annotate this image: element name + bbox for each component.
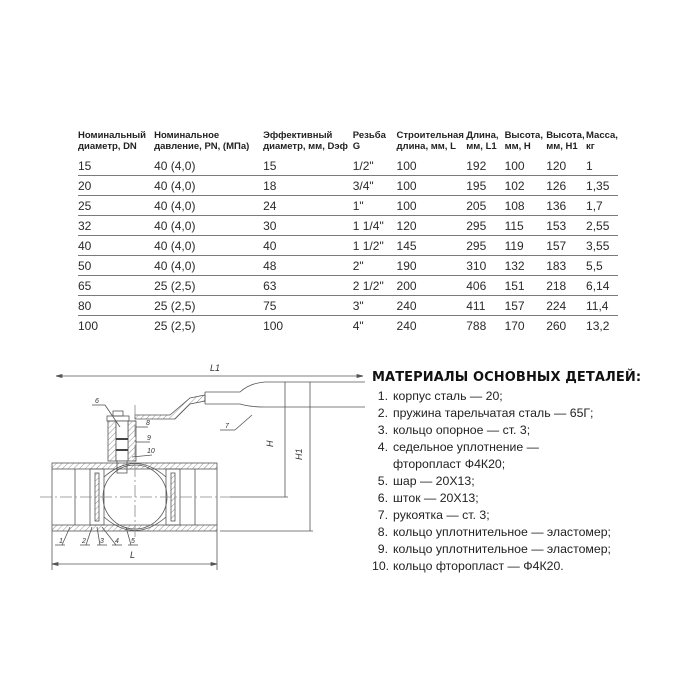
callout-7: 7 — [225, 423, 229, 430]
table-row — [78, 316, 618, 336]
materials-section — [372, 370, 692, 575]
table-cell: 40 (4,0) — [154, 256, 263, 276]
label-l: L — [130, 550, 136, 560]
material-text: кольцо уплотнительное — эластомер; — [393, 525, 611, 539]
materials-list — [372, 388, 692, 575]
column-header-line: Высота, — [504, 130, 543, 141]
callout-3: 3 — [100, 538, 104, 545]
table-cell: 6,14 — [586, 276, 618, 296]
table-cell: 157 — [546, 236, 586, 256]
column-header-line: Высота, — [546, 130, 585, 141]
table-cell: 25 (2,5) — [154, 296, 263, 316]
label-h1: H1 — [294, 448, 304, 460]
material-item — [372, 405, 692, 422]
material-text: кольцо фторопласт — Ф4К20. — [393, 559, 564, 573]
dimension-h — [230, 382, 288, 497]
callout-5: 5 — [131, 538, 135, 545]
column-header-line: Масса, — [586, 130, 618, 141]
material-number: 7. — [377, 508, 388, 522]
table-row — [78, 296, 618, 316]
ball-valve-drawing — [40, 355, 370, 570]
table-cell: 151 — [505, 276, 547, 296]
table-header-row — [78, 130, 618, 156]
table-row — [78, 176, 618, 196]
table-cell: 119 — [505, 236, 547, 256]
table-cell: 183 — [546, 256, 586, 276]
callout-9: 9 — [147, 435, 151, 442]
material-item-continuation: фторопласт Ф4К20; — [393, 457, 506, 471]
table-cell: 100 — [505, 156, 547, 176]
table-cell: 30 — [263, 216, 353, 236]
table-cell: 15 — [263, 156, 353, 176]
table-cell: 120 — [546, 156, 586, 176]
callout-2: 2 — [82, 538, 86, 545]
table-cell: 100 — [397, 156, 467, 176]
column-header-line: давление, PN, (МПа) — [154, 141, 250, 152]
column-header-line: мм, H — [504, 141, 531, 152]
table-cell: 25 — [78, 196, 154, 216]
table-cell: 260 — [546, 319, 567, 333]
table-cell: 190 — [397, 256, 467, 276]
handle — [135, 382, 365, 419]
table-cell: 100 — [397, 196, 467, 216]
material-number: 9. — [377, 542, 388, 556]
table-cell: 170 — [504, 319, 525, 333]
table-cell: 3" — [353, 296, 397, 316]
column-header-line: Строительная — [396, 130, 464, 141]
table-cell: 1,7 — [586, 196, 618, 216]
table-cell: 13,2 — [586, 319, 610, 333]
table-cell: 3,55 — [586, 236, 618, 256]
column-header-line: кг — [586, 141, 595, 152]
table-cell: 40 (4,0) — [154, 176, 263, 196]
table-cell: 32 — [78, 216, 154, 236]
table-cell: 80 — [78, 296, 154, 316]
table-cell: 40 (4,0) — [154, 236, 263, 256]
material-text: пружина тарельчатая сталь — 65Г; — [393, 406, 594, 420]
valve-body — [40, 405, 230, 540]
material-item — [372, 541, 692, 558]
material-number: 1. — [377, 389, 388, 403]
table-cell: 102 — [505, 176, 547, 196]
material-item — [372, 507, 692, 524]
table-cell: 200 — [397, 276, 467, 296]
table-cell: 136 — [546, 196, 586, 216]
table-cell: 40 — [78, 236, 154, 256]
table-cell: 100 — [78, 319, 99, 333]
material-item — [372, 388, 692, 405]
table-body — [78, 156, 618, 335]
material-text: шток — 20Х13; — [393, 491, 479, 505]
material-text: седельное уплотнение — — [393, 440, 539, 454]
column-header — [78, 130, 154, 156]
column-header-line: мм, H1 — [546, 141, 578, 152]
column-header-line: Номинальное — [154, 130, 220, 141]
table-cell: 63 — [263, 276, 353, 296]
table-cell: 126 — [546, 176, 586, 196]
table-cell: 310 — [466, 256, 504, 276]
materials-title: МАТЕРИАЛЫ ОСНОВНЫХ ДЕТАЛЕЙ: — [372, 370, 642, 385]
column-header-line: Эффективный — [263, 130, 333, 141]
table-cell: 205 — [466, 196, 504, 216]
callout-1: 1 — [59, 538, 63, 545]
table-cell: 1 1/4" — [353, 216, 397, 236]
table-row — [78, 216, 618, 236]
material-number: 10. — [372, 559, 390, 573]
material-item — [372, 490, 692, 507]
table-cell: 1 1/2" — [353, 236, 397, 256]
table-cell: 145 — [397, 236, 467, 256]
material-item — [372, 558, 692, 575]
column-header — [466, 130, 504, 156]
table-row — [78, 156, 618, 176]
material-number: 6. — [377, 491, 388, 505]
table-cell: 295 — [466, 216, 504, 236]
table-cell: 240 — [396, 319, 417, 333]
table-cell: 295 — [466, 236, 504, 256]
table-cell: 65 — [78, 276, 154, 296]
label-h: H — [265, 440, 275, 447]
callout-8: 8 — [146, 420, 150, 427]
table-cell: 5,5 — [586, 256, 618, 276]
column-header — [154, 130, 263, 156]
column-header — [353, 130, 397, 156]
material-item — [372, 422, 692, 439]
column-header — [505, 130, 547, 156]
column-header — [586, 130, 618, 156]
material-number: 5. — [377, 474, 388, 488]
column-header-line: мм, L1 — [466, 141, 497, 152]
material-text: корпус сталь — 20; — [393, 389, 503, 403]
table-cell: 40 (4,0) — [154, 156, 263, 176]
material-text: кольцо опорное — ст. 3; — [393, 423, 531, 437]
column-header-line: G — [352, 141, 361, 152]
material-item — [372, 524, 692, 541]
table-cell: 3/4" — [353, 176, 397, 196]
table-cell: 1/2" — [353, 156, 397, 176]
table-row — [78, 196, 618, 216]
table-cell: 11,4 — [586, 296, 618, 316]
dimension-l — [52, 531, 217, 570]
table-cell: 25 (2,5) — [154, 276, 263, 296]
table-cell: 195 — [466, 176, 504, 196]
column-header — [397, 130, 467, 156]
table-cell: 2" — [353, 256, 397, 276]
table-cell: 40 (4,0) — [154, 196, 263, 216]
table-cell: 1 — [586, 156, 618, 176]
column-header-line: длина, мм, L — [396, 141, 456, 152]
table-row — [78, 236, 618, 256]
table-cell: 24 — [263, 196, 353, 216]
table-cell: 20 — [78, 176, 154, 196]
table-cell: 406 — [466, 276, 504, 296]
material-text: кольцо уплотнительное — эластомер; — [393, 542, 611, 556]
table-cell: 40 — [263, 236, 353, 256]
table-cell: 50 — [78, 256, 154, 276]
table-cell: 157 — [505, 296, 547, 316]
table-row — [78, 256, 618, 276]
column-header-line: Длина, — [466, 130, 499, 141]
table-cell: 48 — [263, 256, 353, 276]
column-header-line: Резьба — [352, 130, 386, 141]
table-cell: 240 — [397, 296, 467, 316]
table-cell: 120 — [397, 216, 467, 236]
callout-10: 10 — [147, 448, 155, 455]
table-cell: 15 — [78, 156, 154, 176]
specifications-table — [78, 130, 618, 335]
column-header-line: диаметр, DN — [78, 141, 137, 152]
column-header-line: диаметр, мм, Dэф — [263, 141, 348, 152]
column-header — [263, 130, 353, 156]
table-cell: 788 — [466, 319, 487, 333]
table-cell: 4" — [352, 319, 364, 333]
material-number: 8. — [377, 525, 388, 539]
material-number: 4. — [377, 440, 388, 454]
table-cell: 192 — [466, 156, 504, 176]
label-l1: L1 — [210, 363, 221, 373]
callout-6: 6 — [95, 398, 99, 405]
material-item — [372, 473, 692, 490]
table-cell: 100 — [263, 319, 284, 333]
table-cell: 2 1/2" — [353, 276, 397, 296]
table-cell: 108 — [505, 196, 547, 216]
material-number: 2. — [377, 406, 388, 420]
table-cell: 18 — [263, 176, 353, 196]
material-number: 3. — [377, 423, 388, 437]
table-row — [78, 276, 618, 296]
callout-4: 4 — [115, 538, 119, 545]
table-cell: 153 — [546, 216, 586, 236]
table-cell: 2,55 — [586, 216, 618, 236]
table-cell: 75 — [263, 296, 353, 316]
table-cell: 1,35 — [586, 176, 618, 196]
table-cell: 132 — [505, 256, 547, 276]
material-text: шар — 20Х13; — [393, 474, 475, 488]
table-cell: 115 — [505, 216, 547, 236]
table-cell: 218 — [546, 276, 586, 296]
material-item — [372, 439, 692, 456]
table-cell: 1" — [353, 196, 397, 216]
table-cell: 40 (4,0) — [154, 216, 263, 236]
table-cell: 100 — [397, 176, 467, 196]
dimension-l1 — [56, 363, 363, 378]
table-cell: 25 (2,5) — [154, 319, 196, 333]
column-header-line: Номинальный — [78, 130, 146, 141]
column-header — [546, 130, 586, 156]
table-cell: 411 — [466, 296, 504, 316]
material-text: рукоятка — ст. 3; — [393, 508, 490, 522]
table-cell: 224 — [546, 296, 586, 316]
